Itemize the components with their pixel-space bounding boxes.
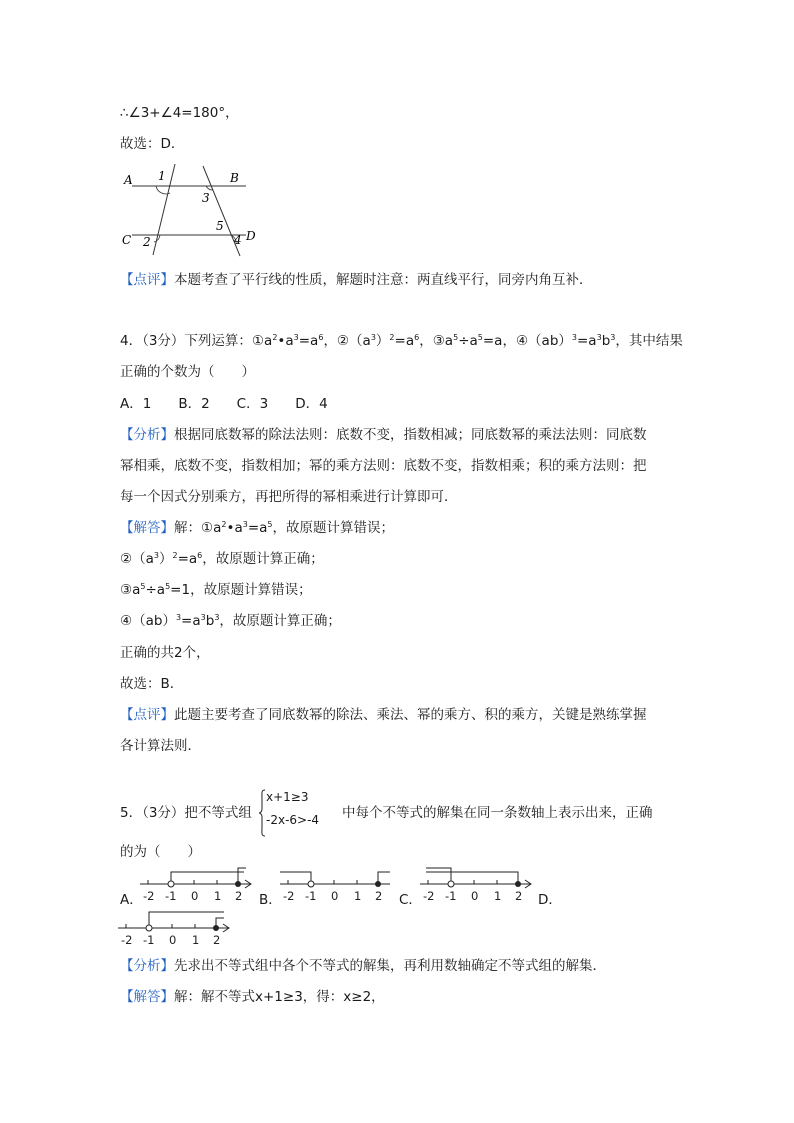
q4-stem: 4．（3分）下列运算：$①a^2•a^3=a^6$，$②(a^3)^2=a^6$，$③a^5\div a^5=a$，$④(ab)^3=a^3b^3$，其中结果 — [120, 333, 683, 349]
brace-icon — [258, 789, 266, 837]
q3-comment — [120, 270, 593, 290]
svg-text:-2: -2 — [283, 889, 295, 903]
inequality-2: -2x-6>-4 — [266, 813, 320, 827]
svg-text:1: 1 — [354, 889, 362, 903]
q4-options: A．1 B．2 C．3 D．4 — [120, 396, 328, 412]
conclusion-line: ∴∠3+∠4=180°， — [120, 105, 239, 121]
q5-stem-tail: 中每个不等式的解集在同一条数轴上表示出来，正确 — [342, 805, 653, 821]
svg-text:0: 0 — [191, 889, 199, 903]
option-b-label: B． — [259, 892, 282, 908]
svg-text:1: 1 — [214, 889, 222, 903]
comment-text: 本题考查了平行线的性质，解题时注意：两直线平行，同旁内角互补． — [174, 272, 593, 288]
label-5: 5 — [216, 219, 224, 233]
svg-text:-2: -2 — [143, 889, 155, 903]
svg-text:1: 1 — [192, 933, 200, 947]
label-d: D — [246, 229, 256, 243]
svg-text:2: 2 — [515, 889, 523, 903]
q4-comment-line2: 各计算法则． — [120, 738, 201, 754]
number-line-a — [138, 864, 258, 906]
comment-tag: 【点评】 — [120, 272, 174, 288]
q3-choose: 故选：D． — [120, 136, 185, 152]
label-c: C — [122, 233, 132, 247]
svg-text:-1: -1 — [165, 889, 177, 903]
q5-analysis: 【分析】先求出不等式组中各个不等式的解集，再利用数轴确定不等式组的解集． — [120, 958, 606, 974]
svg-text:0: 0 — [331, 889, 339, 903]
label-b: B — [230, 171, 239, 185]
q4-answer-step1: 【解答】解：$①a^2•a^3=a^5$，故原题计算错误； — [120, 520, 395, 536]
svg-text:2: 2 — [375, 889, 383, 903]
q4-count: 正确的共2个， — [120, 645, 210, 661]
q4-answer-step4: $④(ab)^3=a^3b^3$，故原题计算正确； — [120, 613, 341, 629]
svg-text:-1: -1 — [143, 933, 155, 947]
q5-answer: 【解答】解：解不等式x+1≥3，得：x≥2， — [120, 989, 385, 1005]
label-3: 3 — [202, 191, 210, 205]
label-4: 4 — [234, 233, 242, 247]
svg-text:-2: -2 — [121, 933, 133, 947]
q4-comment: 【点评】此题主要考查了同底数幂的除法、乘法、幂的乘方、积的乘方，关键是熟练掌握 — [120, 707, 647, 723]
label-a: A — [124, 173, 133, 187]
number-line-c — [418, 864, 538, 906]
svg-text:1: 1 — [494, 889, 502, 903]
number-line-b — [278, 864, 396, 906]
parallel-lines-figure — [118, 160, 268, 260]
q5-stem-head: 5．（3分）把不等式组 — [120, 805, 252, 821]
q5-stem-line2: 的为（ ） — [120, 844, 201, 860]
q4-analysis: 【分析】根据同底数幂的除法法则：底数不变，指数相减；同底数幂的乘法法则：同底数 — [120, 427, 647, 443]
q4-stem-line2: 正确的个数为（ ） — [120, 364, 255, 380]
number-line-d — [116, 908, 236, 950]
answer-tag: 【解答】 — [120, 520, 174, 536]
analysis-tag: 【分析】 — [120, 958, 174, 974]
answer-tag: 【解答】 — [120, 989, 174, 1005]
option-c-label: C． — [399, 892, 422, 908]
label-1: 1 — [158, 169, 166, 183]
q4-choose: 故选：B． — [120, 676, 184, 692]
comment-tag: 【点评】 — [120, 707, 174, 723]
label-2: 2 — [143, 235, 151, 249]
svg-text:-2: -2 — [423, 889, 435, 903]
analysis-tag: 【分析】 — [120, 427, 174, 443]
q4-analysis-line3: 每一个因式分别乘方，再把所得的幂相乘进行计算即可． — [120, 489, 458, 505]
option-a-label: A． — [120, 892, 143, 908]
svg-text:-1: -1 — [445, 889, 457, 903]
svg-text:2: 2 — [213, 933, 221, 947]
inequality-1: x+1≥3 — [266, 790, 309, 804]
svg-text:2: 2 — [235, 889, 243, 903]
q4-analysis-line2: 幂相乘，底数不变，指数相加；幂的乘方法则：底数不变，指数相乘；积的乘方法则：把 — [120, 458, 647, 474]
svg-text:0: 0 — [471, 889, 479, 903]
option-d-label: D． — [538, 892, 562, 908]
inequality-system — [258, 789, 342, 837]
svg-text:-1: -1 — [305, 889, 317, 903]
q4-answer-step3: $③a^5\div a^5=1$，故原题计算错误； — [120, 582, 312, 598]
svg-text:0: 0 — [169, 933, 177, 947]
q4-answer-step2: $②(a^3)^2=a^6$，故原题计算正确； — [120, 551, 324, 567]
